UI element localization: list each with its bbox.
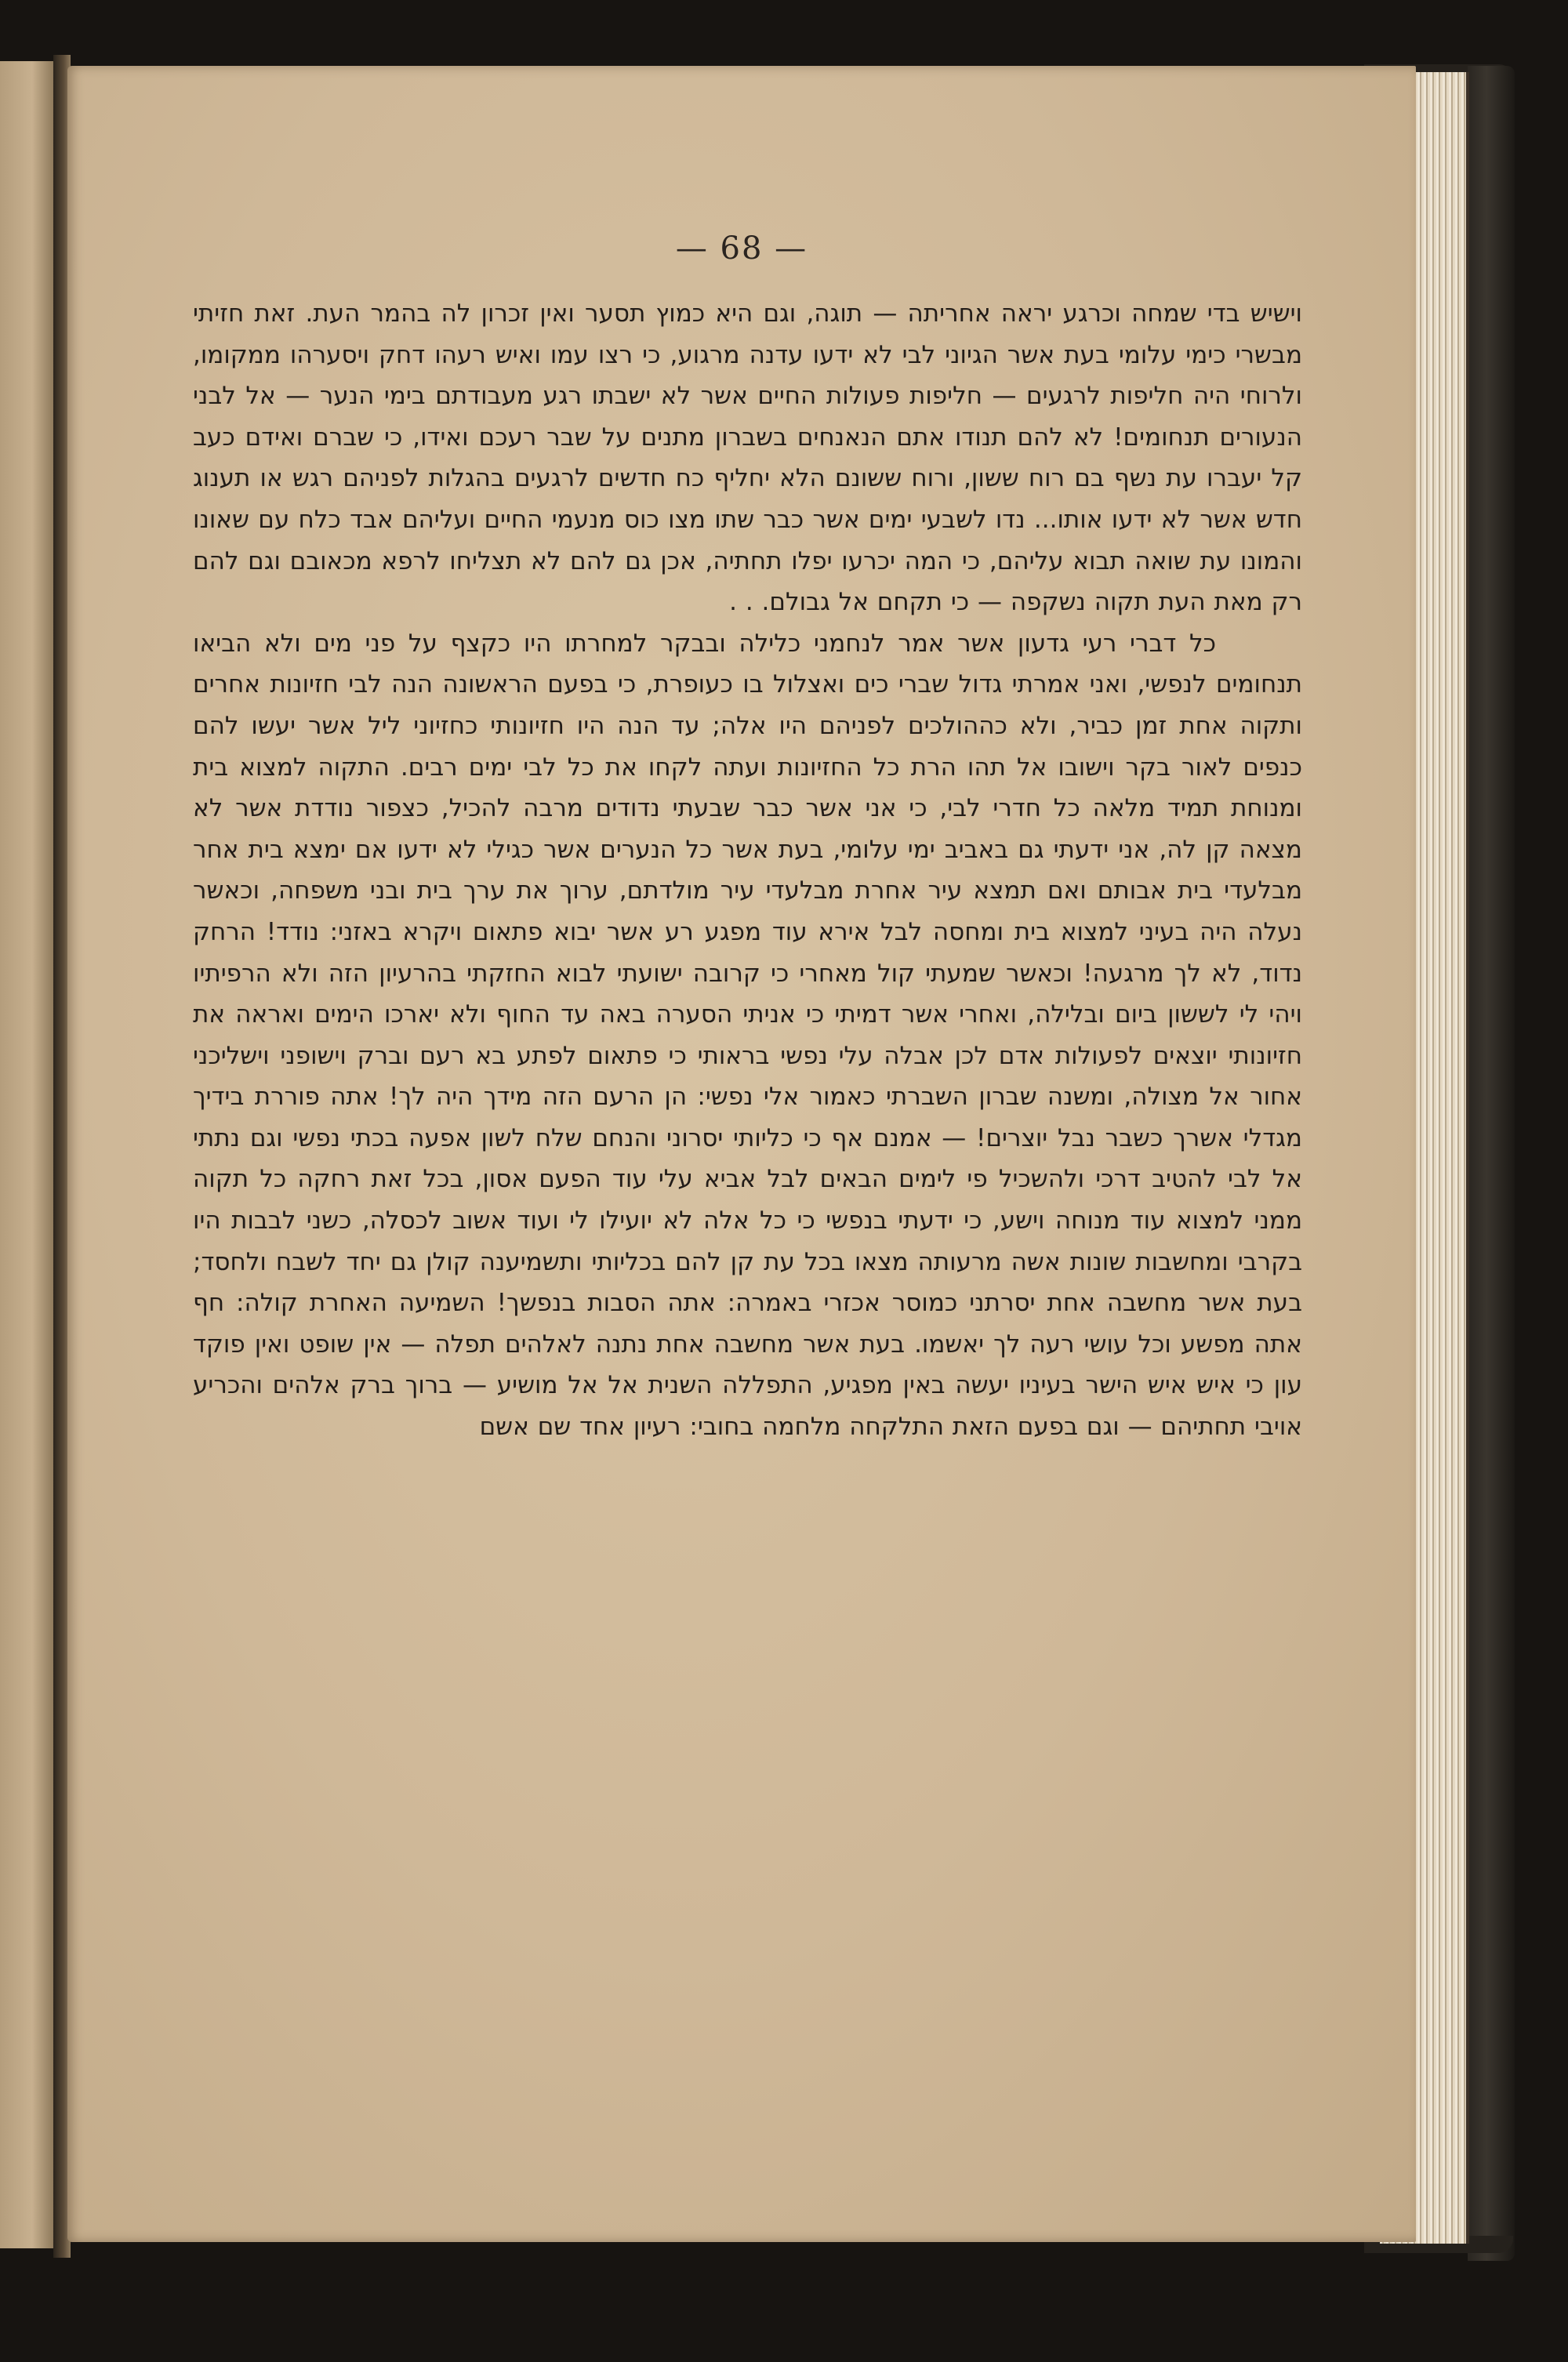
- page-body-text: [193, 293, 1302, 1448]
- page-number: — 68 —: [675, 230, 808, 267]
- book-cover-edge: [1468, 66, 1515, 2261]
- facing-page-edge: [0, 61, 56, 2248]
- paragraph-1: וישיש בדי שמחה וכרגע יראה אחריתה — תוגה, וגם היא כמוץ תסער ואין זכרון לה בהמר העת. זאת חזיתי מבשרי כימי עלומי בעת אשר הגיוני לבי לא ידעו עדנה מרגוע, כי רצו עמו ואיש רעהו דחק ויסערהו ממקומו, ולרוחי היה חליפות לרגעים — חליפות פעולות החיים אשר לא ישבתו רגע מעבודתם בימי הנער — אל לבני הנעורים תנחומים! לא להם תנודו אתם הנאנחים בשברון מתנים על שבר רעכם ואידו, כי שברם ואידם כעב קל יעברו עת נשף בם רוח ששון, ורוח ששונם הלא יחליף כח חדשים לרגעים בהגלות לפניהם רגש או תענוג חדש אשר לא ידעו אותו... נדו לשבעי ימים אשר כבר שתו מצו כוס מנעמי החיים ועליהם אבד כלח עם שאונו והמונו עת שואה תבוא עליהם, כי המה יכרעו יפלו תחתיה, אכן גם להם לא תצליחו לרפא מכאובם וגם להם רק מאת העת תקוה נשקפה — כי תקחם אל גבולם. . .: [193, 299, 1302, 617]
- book-page: [67, 66, 1416, 2242]
- paragraph-2: כל דברי רעי גדעון אשר אמר לנחמני כלילה ובבקר למחרתו היו כקצף על פני מים ולא הביאו תנחומים לנפשי, ואני אמרתי גדול שברי כים ואצלול בו כעופרת, כי בפעם הראשונה הנה לבי חזיונות אחרים ותקוה אחת זמן כביר, ולא כההולכים לפניהם היו אלה; עד הנה היו חזיונותי כחזיוני ליל אשר יעשו להם כנפים לאור בקר וישובו אל תהו הרת כל החזיונות ועתה לקחו את כל לבי ימים רבים. התקוה למצוא בית ומנוחת תמיד מלאה כל חדרי לבי, כי אני אשר כבר שבעתי נדודים מרבה להכיל, כצפור נודדת אשר לא מצאה קן לה, אני ידעתי גם באביב ימי עלומי, בעת אשר כל הנערים אשר כגילי לא ידעו אם ימצא בית אחר מבלעדי בית אבותם ואם תמצא עיר אחרת מבלעדי עיר מולדתם, ערוך את ערך בית ובני משפחה, וכאשר נעלה היה בעיני למצוא בית ומחסה לבל אירא עוד מפגע רע אשר יבוא פתאום ויקרא באזני: נודד! הרחק נדוד, לא לך מרגעה! וכאשר שמעתי קול מאחרי כי קרובה ישועתי לבוא החזקתי בהרעיון הזה ולא הרפיתיו ויהי לי לששון ביום ובלילה, ואחרי אשר דמיתי כי אניתי הסערה באה עד החוף ולא יארכו הימים ואראה את חזיונותי יוצאים לפעולות אדם לכן אבלה עלי נפשי בראותי כי פתאום לפתע בא רעם וברק וישופני וישליכני אחור אל מצולה, ומשנה שברון השברתי כאמור אלי נפשי: הן הרעם הזה מידך היה לך! אתה פוררת בידיך מגדלי אשרך כשבר נבל יוצרים! — אמנם אף כי כליותי יסרוני והנחם שלח לשון אפעה בכתי נפשי וגם נתתי אל לבי להטיב דרכי ולהשכיל פי לימים הבאים לבל אביא עלי עוד הפעם אסון, בכל זאת רחקה כל תקוה ממני למצוא עוד מנוחה וישע, כי ידעתי בנפשי כי כל אלה לא יועילו לי ועוד אשוב לכסלה, כשני לבבות היו בקרבי ומחשבות שונות אשה מרעותה מצאו בכל עת קן להם בכליותי ותשמיענה קולן גם יחד לשבח ולחסד; בעת אשר מחשבה אחת יסרתני כמוסר אכזרי באמרה: אתה הסבות בנפשך! השמיעה האחרת קולה: חף אתה מפשע וכל עושי רעה לך יאשמו. בעת אשר מחשבה אחת נתנה לאלהים תפלה — אין שופט ואין פוקד עון כי איש איש הישר בעיניו יעשה באין מפגיע, התפללה השנית אל אל מושיע — ברוך ברק אלהים והכריע אויבי תחתיהם — וגם בפעם הזאת התלקחה מלחמה בחובי: רעיון אחד שם אשם: [193, 629, 1302, 1442]
